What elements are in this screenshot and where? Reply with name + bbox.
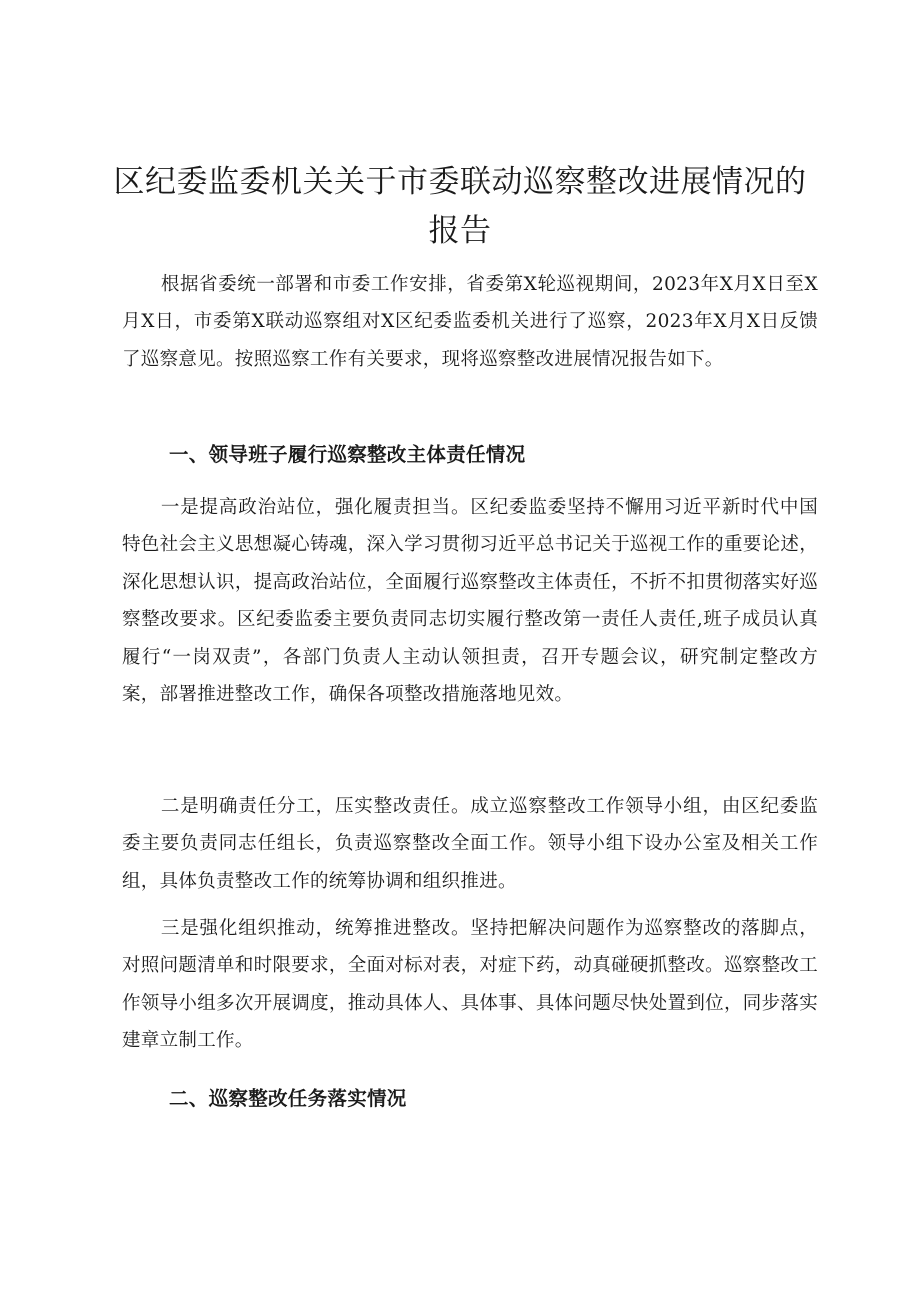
document-title: 区纪委监委机关关于市委联动巡察整改进展情况的报告 <box>113 164 807 249</box>
section-2-heading: 二、巡察整改任务落实情况 <box>169 1087 407 1110</box>
intro-paragraph: 根据省委统一部署和市委工作安排，省委第X轮巡视期间，2023年X月X日至X月X日，市委第X联动巡察组对X区纪委监委机关进行了巡察，2023年X月X日反馈了巡察意见。按照巡察工作有关要求，现将巡察整改进展情况报告如下。 <box>122 274 818 370</box>
section-1-heading: 一、领导班子履行巡察整改主体责任情况 <box>169 443 526 466</box>
section-1-paragraph-1: 一是提高政治站位，强化履责担当。区纪委监委坚持不懈用习近平新时代中国特色社会主义思想凝心铸魂，深入学习贯彻习近平总书记关于巡视工作的重要论述，深化思想认识，提高政治站位，全面履行巡察整改主体责任，不折不扣贯彻落实好巡察整改要求。区纪委监委主要负责同志切实履行整改第一责任人责任,班子成员认真履行“一岗双责”，各部门负责人主动认领担责，召开专题会议，研究制定整改方案，部署推进整改工作，确保各项整改措施落地见效。 <box>122 497 818 706</box>
section-1-paragraph-3: 三是强化组织推动，统筹推进整改。坚持把解决问题作为巡察整改的落脚点，对照问题清单和时限要求，全面对标对表，对症下药，动真碰硬抓整改。巡察整改工作领导小组多次开展调度，推动具体人、具体事、具体问题尽快处置到位，同步落实建章立制工作。 <box>122 918 818 1052</box>
section-1-paragraph-2: 二是明确责任分工，压实整改责任。成立巡察整改工作领导小组，由区纪委监委主要负责同志任组长，负责巡察整改全面工作。领导小组下设办公室及相关工作组，具体负责整改工作的统筹协调和组织推进。 <box>122 796 818 892</box>
